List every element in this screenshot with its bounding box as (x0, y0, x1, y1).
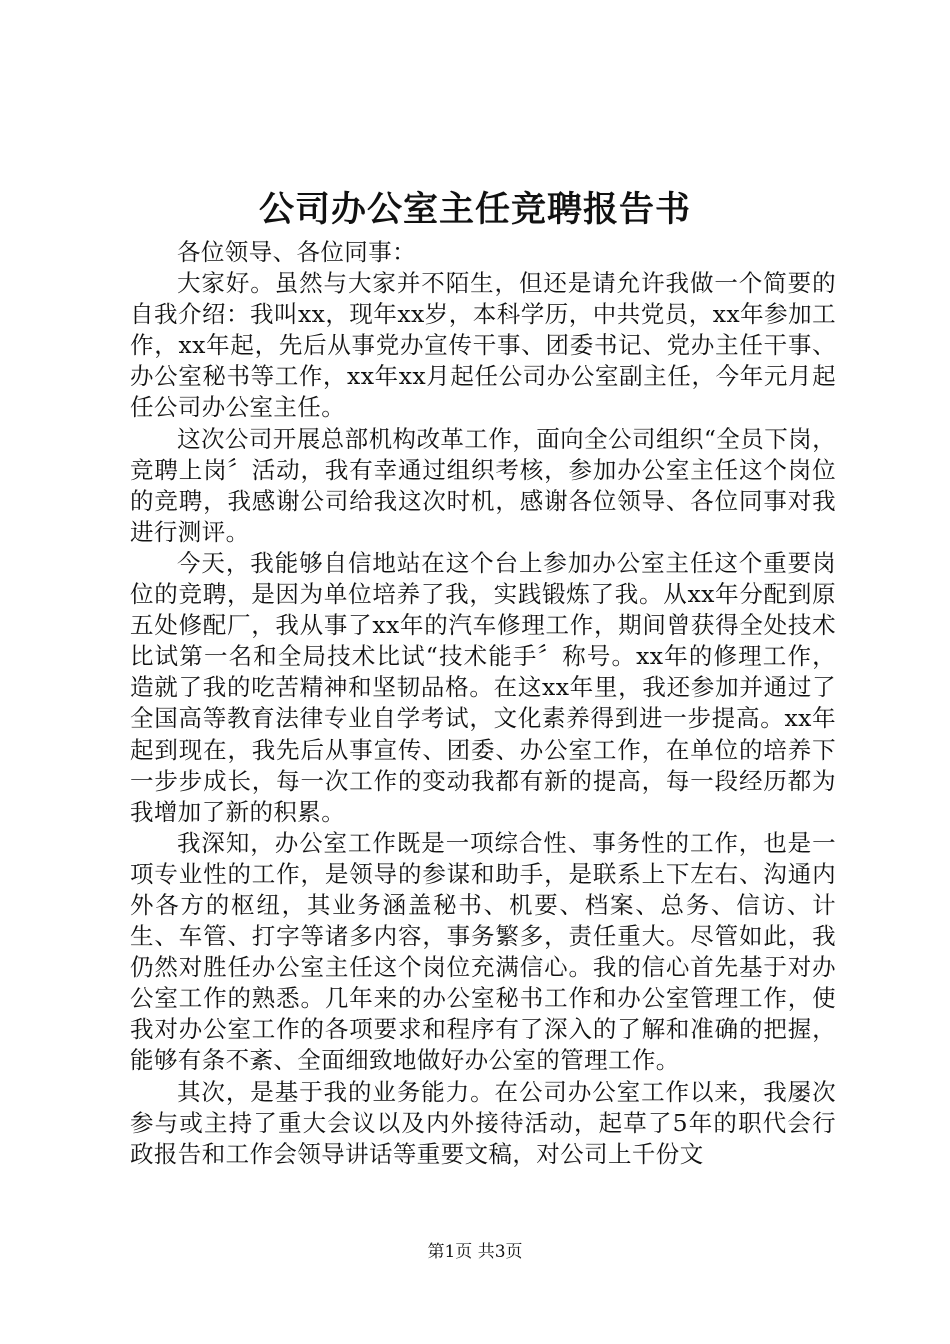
document-body (130, 237, 836, 1170)
salutation: 各位领导、各位同事： (177, 238, 416, 266)
paragraph: 今天，我能够自信地站在这个台上参加办公室主任这个重要岗位的竞聘，是因为单位培养了我，实践锻炼了我。从xx年分配到原五处修配厂，我从事了xx年的汽车修理工作，期间曾获得全处技术比试第一名和全局技术比试“技术能手〞称号。xx年的修理工作，造就了我的吃苦精神和坚韧品格。在这xx年里，我还参加并通过了全国高等教育法律专业自学考试，文化素养得到进一步提高。xx年起到现在，我先后从事宣传、团委、办公室工作，在单位的培养下一步步成长，每一次工作的变动我都有新的提高，每一段经历都为我增加了新的积累。 (130, 548, 836, 826)
paragraph: 这次公司开展总部机构改革工作，面向全公司组织“全员下岗，竞聘上岗〞活动，我有幸通过组织考核，参加办公室主任这个岗位的竞聘，我感谢公司给我这次时机，感谢各位领导、各位同事对我进行测评。 (130, 424, 836, 546)
document-title: 公司办公室主任竞聘报告书 (258, 189, 691, 230)
paragraph: 其次，是基于我的业务能力。在公司办公室工作以来，我屡次参与或主持了重大会议以及内外接待活动，起草了5年的职代会行政报告和工作会领导讲话等重要文稿，对公司上千份文 (130, 1077, 836, 1168)
paragraph: 大家好。虽然与大家并不陌生，但还是请允许我做一个简要的自我介绍：我叫xx，现年xx岁，本科学历，中共党员，xx年参加工作，xx年起，先后从事党办宣传干事、团委书记、党办主任干事、办公室秘书等工作，xx年xx月起任公司办公室副主任，今年元月起任公司办公室主任。 (130, 269, 836, 422)
paragraph: 我深知，办公室工作既是一项综合性、事务性的工作，也是一项专业性的工作，是领导的参谋和助手，是联系上下左右、沟通内外各方的枢纽，其业务涵盖秘书、机要、档案、总务、信访、计生、车管、打字等诸多内容，事务繁多，责任重大。尽管如此，我仍然对胜任办公室主任这个岗位充满信心。我的信心首先基于对办公室工作的熟悉。几年来的办公室秘书工作和办公室管理工作，使我对办公室工作的各项要求和程序有了深入的了解和准确的把握，能够有条不紊、全面细致地做好办公室的管理工作。 (130, 828, 836, 1075)
page-footer: 第1页 共3页 (427, 1242, 523, 1262)
